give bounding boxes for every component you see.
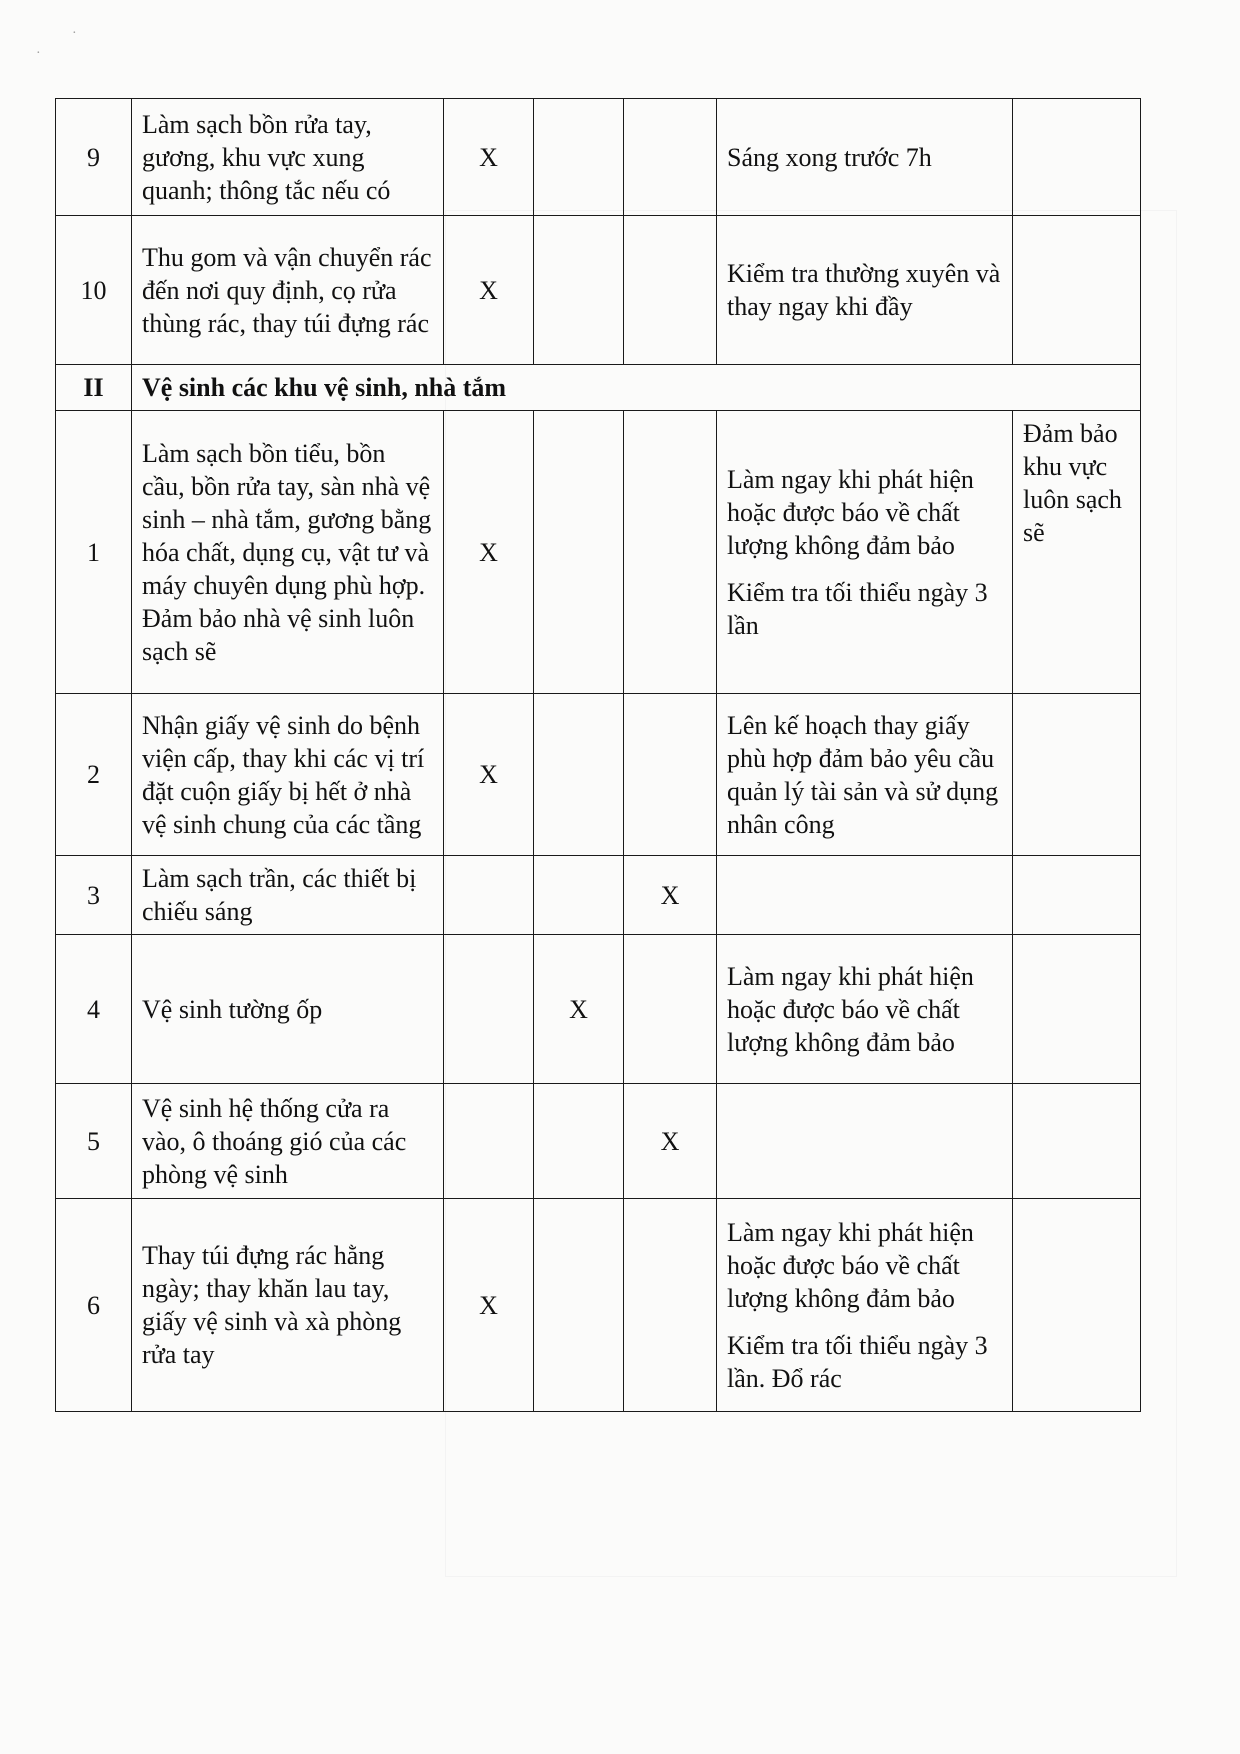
row-number: 2	[56, 694, 132, 856]
empty-cell	[1013, 856, 1141, 935]
weekly-mark: X	[534, 935, 624, 1084]
table-row	[56, 1084, 1141, 1199]
task-cell: Làm sạch bồn tiểu, bồn cầu, bồn rửa tay, sàn nhà vệ sinh – nhà tắm, gương bằng hóa chất, dụng cụ, vật tư và máy chuyên dụng phù hợp. Đảm bảo nhà vệ sinh luôn sạch sẽ	[132, 411, 444, 694]
empty-cell	[1013, 216, 1141, 365]
empty-cell	[624, 1199, 717, 1412]
empty-cell	[624, 694, 717, 856]
empty-cell	[534, 856, 624, 935]
section-title: Vệ sinh các khu vệ sinh, nhà tắm	[132, 365, 1141, 411]
empty-cell	[624, 216, 717, 365]
extra-note-cell: Đảm bảo khu vực luôn sạch sẽ	[1013, 411, 1141, 694]
scan-speck: ·	[72, 26, 77, 41]
row-number: 9	[56, 99, 132, 216]
empty-cell	[444, 935, 534, 1084]
table-row	[56, 411, 1141, 694]
row-number: 10	[56, 216, 132, 365]
empty-cell	[534, 1199, 624, 1412]
cleaning-schedule-table	[55, 98, 1141, 1412]
note-cell: Lên kế hoạch thay giấy phù hợp đảm bảo yêu cầu quản lý tài sản và sử dụng nhân công	[717, 694, 1013, 856]
empty-cell	[534, 694, 624, 856]
empty-cell	[1013, 99, 1141, 216]
section-number: II	[56, 365, 132, 411]
empty-cell	[534, 216, 624, 365]
task-cell: Nhận giấy vệ sinh do bệnh viện cấp, thay khi các vị trí đặt cuộn giấy bị hết ở nhà vệ sinh chung của các tầng	[132, 694, 444, 856]
task-cell: Thay túi đựng rác hằng ngày; thay khăn lau tay, giấy vệ sinh và xà phòng rửa tay	[132, 1199, 444, 1412]
row-number: 1	[56, 411, 132, 694]
section-row	[56, 365, 1141, 411]
task-cell: Làm sạch trần, các thiết bị chiếu sáng	[132, 856, 444, 935]
note-text: Làm ngay khi phát hiện hoặc được báo về chất lượng không đảm bảo	[727, 1217, 974, 1313]
note-cell	[717, 1199, 1013, 1412]
row-number: 6	[56, 1199, 132, 1412]
task-cell: Làm sạch bồn rửa tay, gương, khu vực xung quanh; thông tắc nếu có	[132, 99, 444, 216]
empty-cell	[534, 99, 624, 216]
empty-cell	[1013, 694, 1141, 856]
empty-cell	[444, 1084, 534, 1199]
task-cell: Vệ sinh hệ thống cửa ra vào, ô thoáng gió của các phòng vệ sinh	[132, 1084, 444, 1199]
daily-mark: X	[444, 1199, 534, 1412]
table-row	[56, 935, 1141, 1084]
table-row	[56, 99, 1141, 216]
empty-cell	[1013, 935, 1141, 1084]
empty-cell	[717, 856, 1013, 935]
note-cell: Sáng xong trước 7h	[717, 99, 1013, 216]
scan-speck: ·	[36, 46, 41, 61]
note-cell: Làm ngay khi phát hiện hoặc được báo về chất lượng không đảm bảo	[717, 935, 1013, 1084]
monthly-mark: X	[624, 856, 717, 935]
empty-cell	[444, 856, 534, 935]
task-cell: Vệ sinh tường ốp	[132, 935, 444, 1084]
row-number: 5	[56, 1084, 132, 1199]
daily-mark: X	[444, 411, 534, 694]
empty-cell	[534, 411, 624, 694]
table-row	[56, 856, 1141, 935]
table-row	[56, 216, 1141, 365]
note-text: Kiểm tra tối thiểu ngày 3 lần	[727, 577, 988, 640]
table-row	[56, 1199, 1141, 1412]
note-text: Kiểm tra tối thiểu ngày 3 lần. Đổ rác	[727, 1330, 988, 1393]
empty-cell	[717, 1084, 1013, 1199]
note-cell: Kiểm tra thường xuyên và thay ngay khi đầy	[717, 216, 1013, 365]
row-number: 3	[56, 856, 132, 935]
empty-cell	[534, 1084, 624, 1199]
empty-cell	[624, 411, 717, 694]
empty-cell	[1013, 1084, 1141, 1199]
empty-cell	[624, 99, 717, 216]
daily-mark: X	[444, 694, 534, 856]
table-row	[56, 694, 1141, 856]
note-cell	[717, 411, 1013, 694]
task-cell: Thu gom và vận chuyển rác đến nơi quy định, cọ rửa thùng rác, thay túi đựng rác	[132, 216, 444, 365]
row-number: 4	[56, 935, 132, 1084]
daily-mark: X	[444, 99, 534, 216]
empty-cell	[1013, 1199, 1141, 1412]
note-text: Làm ngay khi phát hiện hoặc được báo về chất lượng không đảm bảo	[727, 464, 974, 560]
empty-cell	[624, 935, 717, 1084]
daily-mark: X	[444, 216, 534, 365]
monthly-mark: X	[624, 1084, 717, 1199]
